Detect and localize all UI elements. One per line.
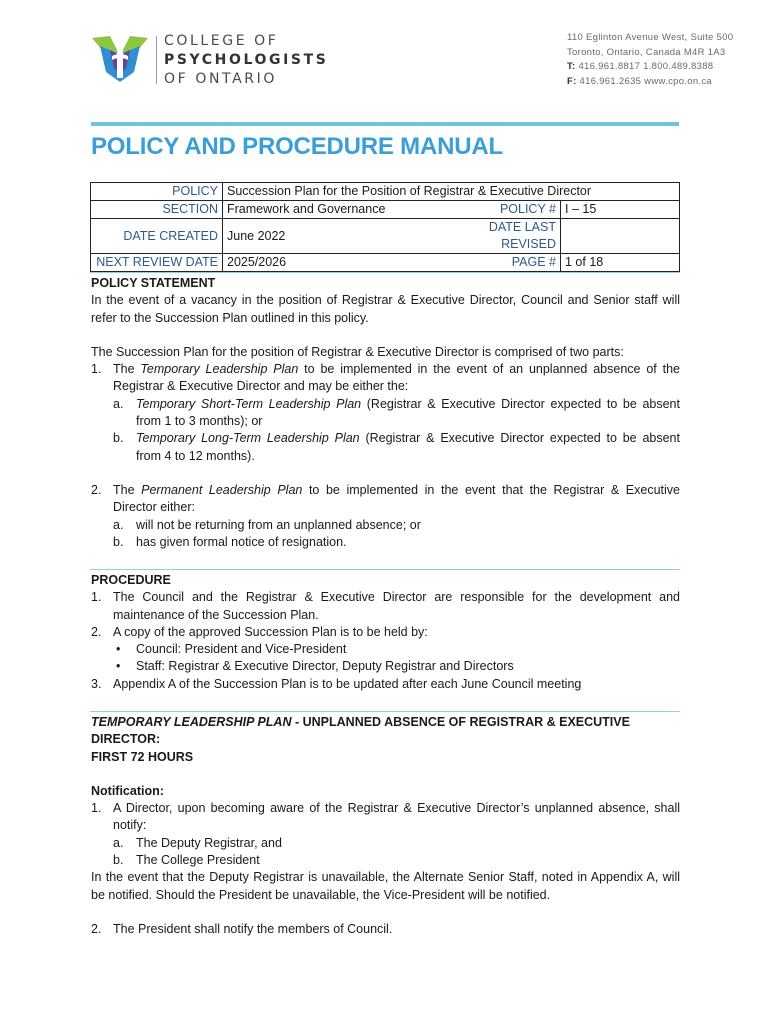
logo-line-3: OF ONTARIO <box>164 71 277 87</box>
address-line-1: 110 Eglinton Avenue West, Suite 500 <box>567 32 734 43</box>
table-row: NEXT REVIEW DATE 2025/2026 PAGE # 1 of 18 <box>91 254 680 272</box>
college-logo-icon <box>90 32 150 84</box>
list-item: b. has given formal notice of resignation. <box>113 534 347 549</box>
table-row: POLICY Succession Plan for the Position of Registrar & Executive Director <box>91 183 680 201</box>
policy-statement <box>91 275 680 551</box>
phone-line: T: 416.961.8817 1.800.489.8388 <box>567 61 714 72</box>
list-item: • Staff: Registrar & Executive Director, Deputy Registrar and Directors <box>116 659 514 674</box>
logo-line-2: PSYCHOLOGISTS <box>164 52 329 68</box>
list-item: 2. The President shall notify the members of Council. <box>91 921 393 936</box>
list-item: 1. The Council and the Registrar & Executive Director are responsible for the development and maintenance of the Succession Plan. <box>91 590 680 622</box>
address-line-2: Toronto, Ontario, Canada M4R 1A3 <box>567 46 726 58</box>
list-item: a. will not be returning from an unplanned absence; or <box>113 517 421 532</box>
section-divider <box>90 569 680 570</box>
header-rule <box>91 122 679 126</box>
temporary-plan-section <box>91 714 680 938</box>
section-subheading: FIRST 72 HOURS <box>91 749 194 764</box>
list-item: 2. The Permanent Leadership Plan to be implemented in the event that the Registrar & Executive Director either: <box>91 482 680 515</box>
list-item: 2. A copy of the approved Succession Plan is to be held by: <box>91 624 428 639</box>
logo-divider <box>156 36 157 84</box>
table-row: DATE CREATED June 2022 DATE LAST REVISED <box>91 219 680 254</box>
list-item: 1. A Director, upon becoming aware of the Registrar & Executive Director’s unplanned absence, shall notify: <box>91 801 680 833</box>
section-divider <box>90 272 680 273</box>
list-item: 3. Appendix A of the Succession Plan is to be updated after each June Council meeting <box>91 676 582 691</box>
list-item: • Council: President and Vice-President <box>116 642 347 657</box>
list-item: a. The Deputy Registrar, and <box>113 835 282 850</box>
logo-wordmark <box>164 32 328 89</box>
section-heading: POLICY STATEMENT <box>91 276 216 290</box>
list-item: 1. The Temporary Leadership Plan to be implemented in the event of an unplanned absence of the Registrar & Executive Director and may be either the: <box>91 362 680 394</box>
contact-address <box>567 31 733 89</box>
policy-meta-table <box>90 182 680 272</box>
fax-line: F: 416.961.2635 www.cpo.on.ca <box>567 75 712 87</box>
paragraph: In the event of a vacancy in the position of Registrar & Executive Director, Council and Senior staff will refer to the Succession Plan outlined in this policy. <box>91 293 680 325</box>
list-item: b. The College President <box>113 853 260 868</box>
section-heading: PROCEDURE <box>91 573 171 587</box>
table-row: SECTION Framework and Governance POLICY # I – 15 <box>91 201 680 219</box>
page-title: POLICY AND PROCEDURE MANUAL <box>91 133 503 160</box>
procedure-section <box>91 572 680 693</box>
paragraph: The Succession Plan for the position of Registrar & Executive Director is comprised of two parts: <box>91 344 624 359</box>
logo-line-1: COLLEGE OF <box>164 33 279 49</box>
notification-heading: Notification: <box>91 783 164 798</box>
section-heading: TEMPORARY LEADERSHIP PLAN - UNPLANNED ABSENCE OF REGISTRAR & EXECUTIVE DIRECTOR: <box>91 715 630 747</box>
paragraph: In the event that the Deputy Registrar is unavailable, the Alternate Senior Staff, noted in Appendix A, will be notified. Should the President be unavailable, the Vice-President will be notified. <box>91 870 680 902</box>
section-divider <box>90 711 680 712</box>
list-item: a. Temporary Short-Term Leadership Plan (Registrar & Executive Director expected to be absent from 1 to 3 months); or <box>113 396 680 429</box>
list-item: b. Temporary Long-Term Leadership Plan (Registrar & Executive Director expected to be absent from 4 to 12 months). <box>113 431 680 463</box>
